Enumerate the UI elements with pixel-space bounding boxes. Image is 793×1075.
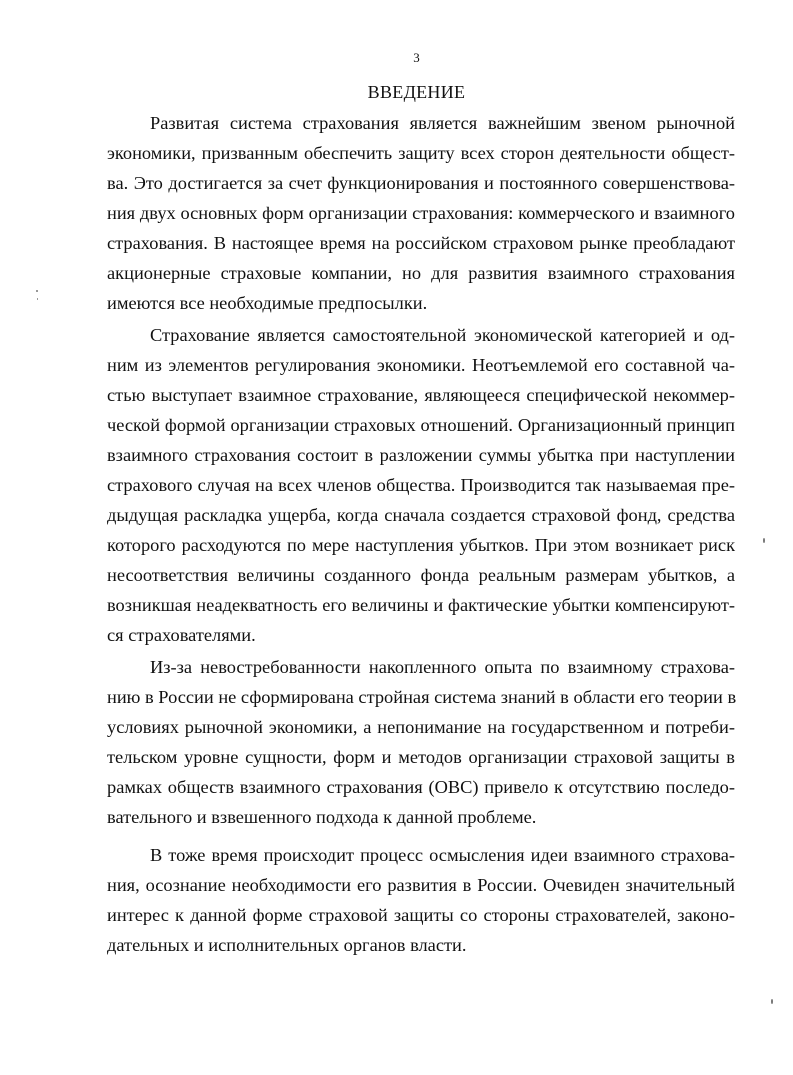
paragraph-2-line-3: стью выступает взаимное страхование, являющееся специфической некоммер- [107,385,735,405]
paragraph-4-line-4: дательных и исполнительных органов власти. [107,935,467,955]
paragraph-4-line-3: интерес к данной форме страховой защиты со стороны страхователей, законо- [107,905,735,925]
paragraph-2-line-6: страхового случая на всех членов общества. Производится так называемая пре- [107,475,735,495]
scan-speck [771,999,773,1004]
paragraph-1-line-7: имеются все необходимые предпосылки. [107,293,428,313]
paragraph-1-line-3: ва. Это достигается за счет функционирования и постоянного совершенствова- [107,173,735,193]
paragraph-1-line-4: ния двух основных форм организации страхования: коммерческого и взаимного [107,203,735,223]
paragraph-3-line-5: рамках обществ взаимного страхования (ОВС) привело к отсутствию последо- [107,777,735,797]
page-number: 3 [413,50,420,65]
scan-speck [37,298,38,300]
paragraph-3-line-3: условиях рыночной экономики, а непонимание на государственном и потреби- [107,717,735,737]
paragraph-2-line-2: ним из элементов регулирования экономики. Неотъемлемой его составной ча- [107,355,735,375]
paragraph-2-line-1: Страхование является самостоятельной экономической категорией и од- [150,325,735,345]
paragraph-2-line-10: возникшая неадекватность его величины и фактические убытки компенсируют- [107,595,735,615]
section-title: ВВЕДЕНИЕ [367,82,466,102]
paragraph-2-line-4: ческой формой организации страховых отношений. Организационный принцип [107,415,735,435]
paragraph-1-line-6: акционерные страховые компании, но для развития взаимного страхования [107,263,735,283]
paragraph-2-line-11: ся страхователями. [107,625,256,645]
paragraph-4-line-2: ния, осознание необходимости его развития в России. Очевиден значительный [107,875,735,895]
paragraph-4-line-1: В тоже время происходит процесс осмысления идеи взаимного страхова- [150,845,735,865]
paragraph-1-line-2: экономики, призванным обеспечить защиту всех сторон деятельности общест- [107,143,735,163]
paragraph-1-line-5: страхования. В настоящее время на российском страховом рынке преобладают [107,233,735,253]
paragraph-2-line-5: взаимного страхования состоит в разложении суммы убытка при наступлении [107,445,735,465]
paragraph-2-line-7: дыдущая раскладка ущерба, когда сначала создается страховой фонд, средства [107,505,735,525]
paragraph-1-line-1: Развитая система страхования является важнейшим звеном рыночной [150,113,735,133]
paragraph-3-line-2: нию в России не сформирована стройная система знаний в области его теории в [107,687,737,707]
scan-speck [763,538,765,543]
paragraph-2-line-9: несоответствия величины созданного фонда реальным размерам убытков, а [107,565,735,585]
paragraph-3-line-1: Из-за невостребованности накопленного опыта по взаимному страхова- [150,657,735,677]
paragraph-3-line-4: тельском уровне сущности, форм и методов организации страховой защиты в [107,747,735,767]
paragraph-2-line-8: которого расходуются по мере наступления убытков. При этом возникает риск [107,535,735,555]
scan-speck [36,290,38,292]
paragraph-3-line-6: вательного и взвешенного подхода к данной проблеме. [107,807,537,827]
